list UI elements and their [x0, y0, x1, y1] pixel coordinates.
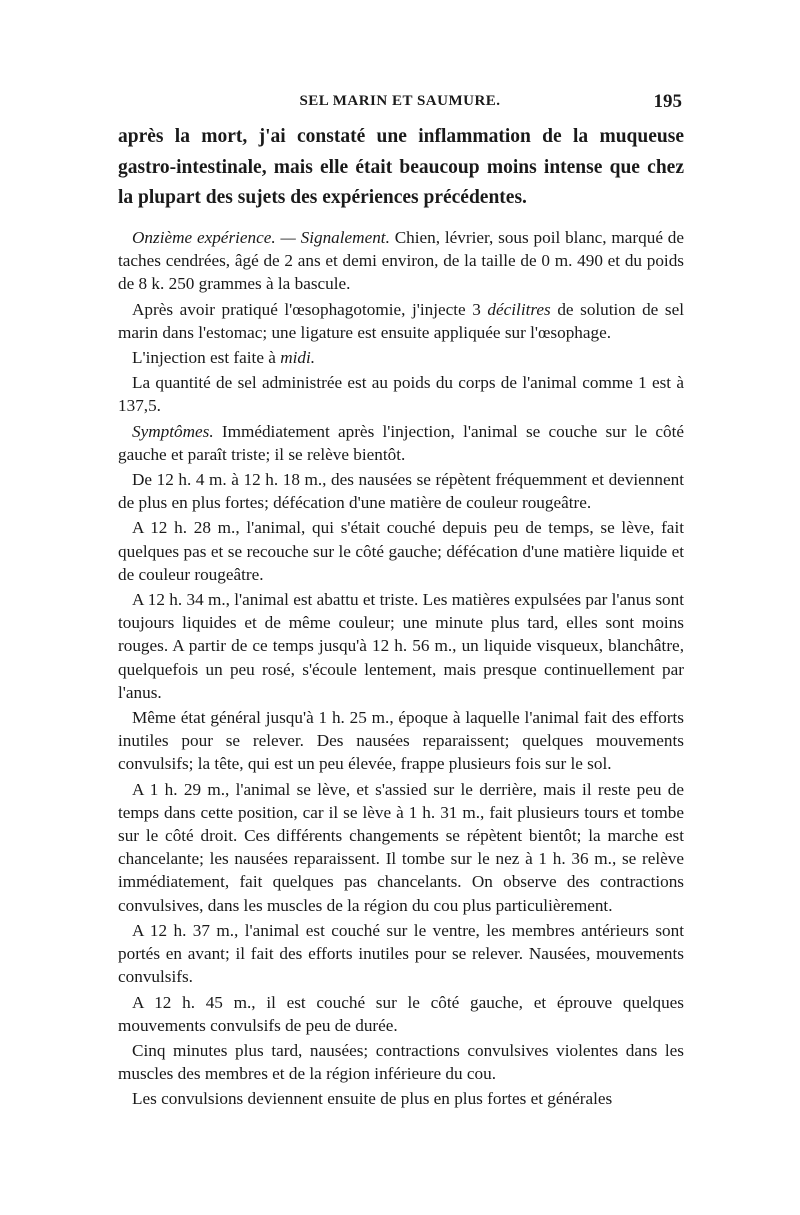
- running-title: SEL MARIN ET SAUMURE.: [299, 93, 501, 109]
- paragraph-1h29: A 1 h. 29 m., l'animal se lève, et s'assied sur le derrière, mais il reste peu de temps dans cette position, car il se lève à 1 h. 31 m., fait plusieurs tours et tombe sur le côté droit. Ces différents changements se répètent bientôt; la marche est chancelante; les nausées reparaissent. Il tombe sur le nez à 1 h. 36 m., se relève immédiatement, fait quelques pas chancelants. On observe des contractions convulsives, dans les muscles de la région du cou plus particulièrement.: [118, 779, 684, 915]
- signalement-text: Chien, lévrier, sous poil blanc, marqué de taches cendrées, âgé de 2 ans et demi environ, de la taille de 0 m. 490 et du poids de 8 k. 250 grammes à la bascule.: [118, 228, 685, 294]
- injection-method-after: de solution de sel marin dans l'estomac; une ligature est ensuite appliquée sur l'œsophage.: [118, 299, 684, 342]
- experiment-label: Onzième expérience. — Signalement.: [132, 228, 390, 247]
- injection-time-value: midi.: [280, 348, 316, 368]
- paragraph-signalement: [118, 226, 684, 296]
- injection-time-before: L'injection est faite à: [132, 348, 281, 368]
- paragraph-convulsions: Les convulsions deviennent ensuite de plus en plus fortes et générales: [132, 1089, 613, 1109]
- injection-method-unit: décilitres: [487, 299, 551, 319]
- paragraph-1h25: Même état général jusqu'à 1 h. 25 m., époque à laquelle l'animal fait des efforts inutiles pour se relever. Des nausées reparaissent; quelques mouvements convulsifs; la tête, qui est un peu élevée, frappe plusieurs fois sur le sol.: [118, 708, 684, 774]
- paragraph-12h28: A 12 h. 28 m., l'animal, qui s'était couché depuis peu de temps, se lève, fait quelques pas et se recouche sur le côté gauche; défécation d'une matière liquide et de couleur rougeâtre.: [118, 518, 684, 584]
- paragraph-cinq-minutes: Cinq minutes plus tard, nausées; contractions convulsives violentes dans les muscles des membres et de la région inférieure du cou.: [118, 1040, 684, 1084]
- paragraph-dose-ratio: La quantité de sel administrée est au poids du corps de l'animal comme 1 est à 137,5.: [118, 373, 684, 416]
- paragraph-symptomes: [118, 420, 684, 466]
- paragraph-injection-time: [118, 346, 684, 369]
- page-header: [118, 93, 682, 117]
- injection-method-before: Après avoir pratiqué l'œsophagotomie, j'injecte 3: [132, 299, 488, 319]
- lead-paragraph: après la mort, j'ai constaté une inflammation de la muqueuse gastro-intestinale, mais elle était beaucoup moins intense que chez la plupart des sujets des expériences précédentes.: [118, 126, 684, 208]
- paragraph-12h34: A 12 h. 34 m., l'animal est abattu et triste. Les matières expulsées par l'anus sont toujours liquides et de même couleur; une minute plus tard, elles sont moins rouges. A partir de ce temps jusqu'à 12 h. 56 m., un liquide visqueux, blanchâtre, quelquefois un peu rosé, s'écoule lentement, mais presque continuellement par l'anus.: [118, 590, 684, 702]
- paragraph-12h04: De 12 h. 4 m. à 12 h. 18 m., des nausées se répètent fréquemment et deviennent de plus en plus fortes; défécation d'une matière de couleur rougeâtre.: [118, 470, 684, 513]
- experiment-body: [118, 226, 684, 1113]
- paragraph-12h37: A 12 h. 37 m., l'animal est couché sur le ventre, les membres antérieurs sont portés en avant; il fait des efforts inutiles pour se relever. Nausées, mouvements convulsifs.: [118, 920, 684, 987]
- symptomes-label: Symptômes.: [132, 421, 214, 441]
- paragraph-injection-method: [118, 298, 684, 344]
- page-number: 195: [653, 91, 682, 112]
- paragraph-12h45: A 12 h. 45 m., il est couché sur le côté gauche, et éprouve quelques mouvements convulsifs de peu de durée.: [118, 992, 684, 1035]
- symptomes-text: Immédiatement après l'injection, l'animal se couche sur le côté gauche et paraît triste; il se relève bientôt.: [118, 421, 684, 464]
